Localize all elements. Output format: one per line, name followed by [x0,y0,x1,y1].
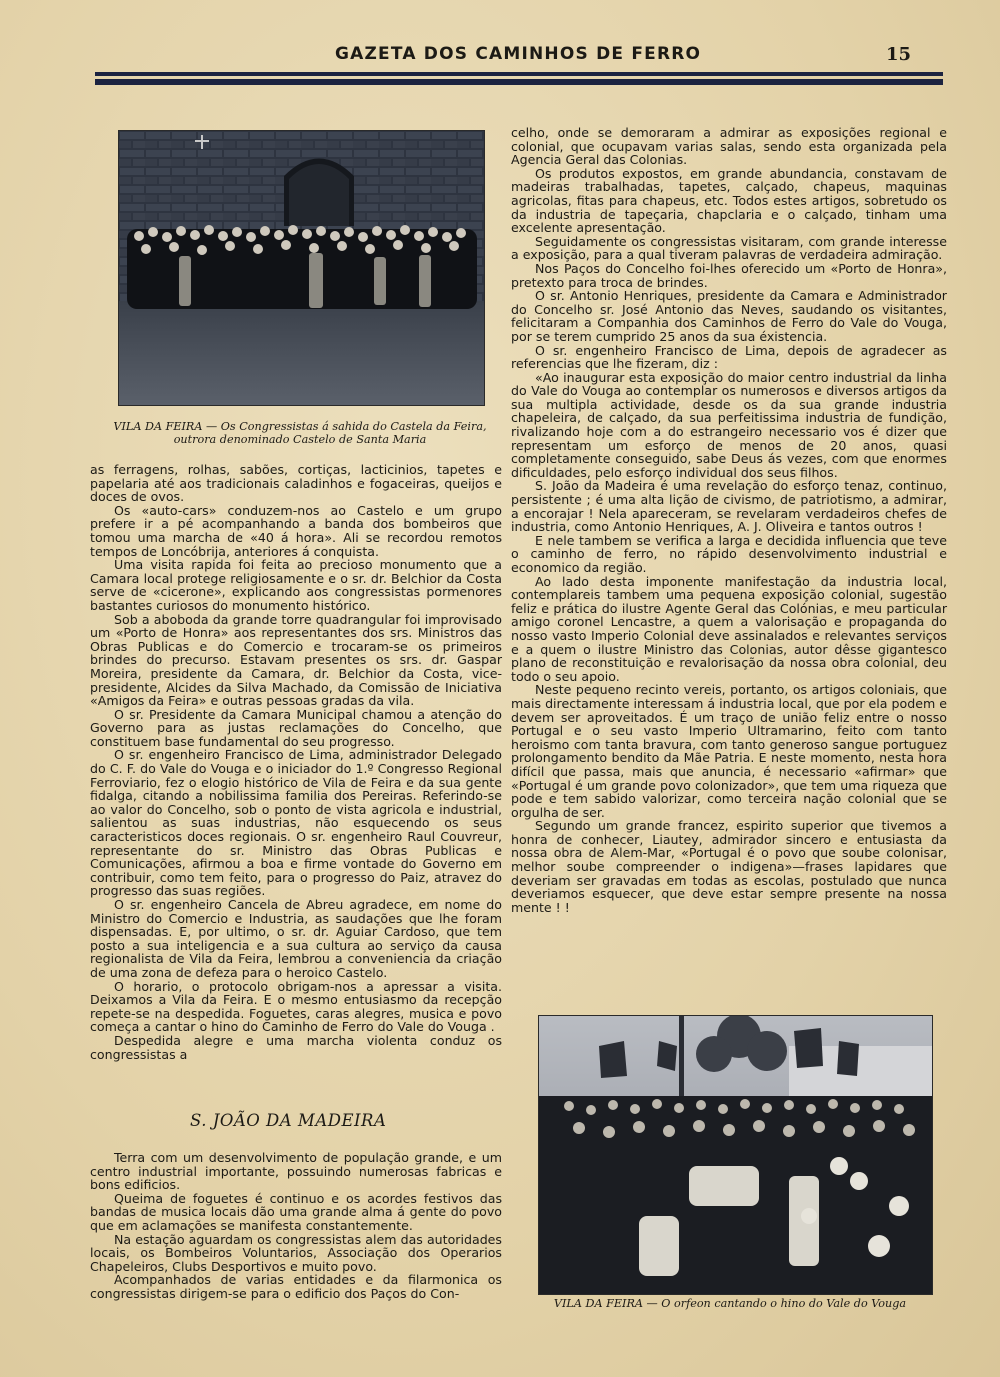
paragraph: Ao lado desta imponente manifestação da industria local, contemplareis tambem uma pequena exposição colonial, sugestão feliz e prática do ilustre Agente Geral das Colónias, e meu particular amigo coronel Lencastre, a quem a valorisação e propaganda do nosso vasto Imperio Colonial deve assinalados e relevantes serviços e a quem o ilustre Ministro das Colonias, autor dêsse gigantesco plano de reconstituição e revalorisação da nossa obra colonial, deu todo o seu apoio. [511,573,947,684]
paragraph: as ferragens, rolhas, sabões, cortiças, lacticinios, tapetes e papelaria até aos tradicionais caladinhos e fogaceiras, queijos e doces de ovos. [90,462,502,505]
paragraph: Queima de foguetes é continuo e os acordes festivos das bandas de musica locais dão uma grande alma á gente do povo que em aclamações se manifesta constantemente. [90,1190,502,1233]
paragraph: Os «auto-cars» conduzem-nos ao Castelo e um grupo prefere ir a pé acompanhando a banda dos bombeiros que tomou uma marcha de «40 á hora». Ali se recordou remotos tempos de Loncóbrija, anteriores á conquista. [90,502,502,559]
header-rule-thin [95,72,943,76]
paragraph: E nele tambem se verifica a larga e decidida influencia que teve o caminho de ferro, no rápido desenvolvimento industrial e economico da região. [511,532,947,575]
paragraph: Seguidamente os congressistas visitaram, com grande interesse a exposição, para a qual tiveram palavras de verdadeira admiração. [511,233,947,263]
paragraph: Uma visita rapida foi feita ao precioso monumento que a Camara local protege religiosamente e o sr. dr. Belchior da Costa serve de «cicerone», explicando aos congressistas pormenores bastantes curiosos do monumento histórico. [90,557,502,613]
paragraph: Neste pequeno recinto vereis, portanto, os artigos coloniais, que mais directamente interessam á industria local, que por ela podem e devem ser aproveitados. É um traço de união feliz entre o nosso Portugal e o seu vasto Imperio Ultramarino, feito com tanto heroismo com tanta bravura, com tanto generoso sangue portuguez prolongamento bendito da Mãe Patria. E neste momento, nesta hora difícil que passa, mais que anuncia, é necessario «afirmar» que «Portugal é um grande povo colonizador», que tem uma riqueza que pode e tem sabido valorizar, como terceira nação colonial que se orgulha de ser. [511,682,947,820]
caption-text-line2: outrora denominado Castelo de Santa Maria [173,432,427,446]
paragraph: Segundo um grande francez, espirito superior que tivemos a honra de conhecer, Liautey, admirador sincero e entusiasta da nossa obra de Alem-Mar, «Portugal é o povo que soube colonisar, melhor soube compreender o indigena»—frases lapidares que deveriam ser gravadas em todas as escolas, postulado que nunca deveriamos esquecer, que deve estar sempre presente na nossa mente ! ! [511,818,947,915]
orfeon-photo [538,1015,933,1295]
paragraph: O sr. engenheiro Cancela de Abreu agradece, em nome do Ministro do Comercio e Industria, as saudações que lhe foram dispensadas. E, por ultimo, o sr. dr. Aguiar Cardoso, que tem posto a sua inteligencia e a sua cultura ao serviço da causa regionalista de Vila da Feira, lembrou a conveniencia da criação de uma zona de defeza para o heroico Castelo. [90,897,502,980]
page-number: 15 [886,44,912,65]
right-column [511,126,947,914]
section-heading: S. JOÃO DA MADEIRA [190,1111,387,1130]
paragraph: Terra com um desenvolvimento de população grande, e um centro industrial importante, possuindo numerosas fabricas e bons edificios. [90,1150,502,1193]
castle-group-photo [118,130,485,406]
caption-place: VILA DA FEIRA [113,420,203,433]
paragraph: O sr. engenheiro Francisco de Lima, depois de agradecer as referencias que lhe fizeram, diz : [511,342,947,372]
paragraph: O sr. engenheiro Francisco de Lima, administrador Delegado do C. F. do Vale do Vouga e o iniciador do 1.º Congresso Regional Ferroviario, fez o elogio histórico de Vila de Feira e da sua gente fidalga, citando a nobilissima familia dos Pereiras. Referindo-se ao valor do Concelho, sob o ponto de vista agricola e industrial, salientou as suas industrias, não esquecendo os seus caracteristicos doces regionais. O sr. engenheiro Raul Couvreur, representante do sr. Ministro das Obras Publicas e Comunicações, afirmou a boa e firme vontade do Governo em contribuir, como tem feito, para o progresso do Paiz, atravez do progresso das suas regiões. [90,747,502,899]
paragraph: Despedida alegre e uma marcha violenta conduz os congressistas a [90,1032,502,1062]
paragraph: «Ao inaugurar esta exposição do maior centro industrial da linha do Vale do Vouga ao contemplar os numerosos e diversos artigos da sua multipla actividade, desde os da sua grande industria chapeleira, de calçado, da sua perfeitissima industria de fundição, rivalizando hoje com a do estrangeiro necessario vos é dizer que representam um esforço de menos de 20 anos, quasi completamente conseguido, sabe Deus ás vezes, com que enormes dificuldades, pelo esforço individual dos seus filhos. [511,369,947,480]
paragraph: celho, onde se demoraram a admirar as exposições regional e colonial, que ocupavam varias salas, sendo esta organizada pela Agencia Geral das Colonias. [511,125,947,168]
caption-text: — Os Congressistas á sahida do Castela da Feira, [202,420,487,433]
caption-place: VILA DA FEIRA [553,1297,643,1310]
paragraph: Na estação aguardam os congressistas alem das autoridades locais, os Bombeiros Voluntarios, Associação dos Operarios Chapeleiros, Clubs Desportivos e muito povo. [90,1231,502,1274]
left-column [90,463,502,1061]
photo-caption-2 [520,1298,940,1311]
paragraph: O sr. Antonio Henriques, presidente da Camara e Administrador do Concelho sr. José Antonio das Neves, saudando os visitantes, felicitaram a Companhia dos Caminhos de Ferro do Vale do Vouga, por se terem cumprido 25 anos da sua éxistencia. [511,288,947,344]
masthead-title: GAZETA DOS CAMINHOS DE FERRO [335,44,702,64]
paragraph: Nos Paços do Concelho foi-lhes oferecido um «Porto de Honra», pretexto para troca de brindes. [511,260,947,290]
paragraph: O horario, o protocolo obrigam-nos a apressar a visita. Deixamos a Vila da Feira. E o mesmo entusiasmo da recepção repete-se na despedida. Foguetes, caras alegres, musica e povo começa a cantar o hino do Caminho de Ferro do Vale do Vouga . [90,978,502,1035]
paragraph: S. João da Madeira é uma revelação do esforço tenaz, continuo, persistente ; é uma alta lição de civismo, de patriotismo, a admirar, a encorajar ! Nela apareceram, se revelaram verdadeiros chefes de industria, como Antonio Henriques, A. J. Oliveira e tantos outros ! [511,478,947,535]
paragraph: O sr. Presidente da Camara Municipal chamou a atenção do Governo para as justas reclamações do Concelho, que constituem base fundamental do seu progresso. [90,706,502,749]
caption-text: — O orfeon cantando o hino do Vale do Vouga [642,1297,907,1310]
left-column-continued [90,1151,502,1301]
photo-caption-1 [95,421,505,446]
paragraph: Os produtos expostos, em grande abundancia, constavam de madeiras trabalhadas, tapetes, calçado, chapeus, maquinas agricolas, fitas para chapeus, etc. Todos estes artigos, sobretudo os da industria de tapeçaria, chapclaria e o calçado, tinham uma excelente apresentação. [511,165,947,236]
paragraph: Sob a aboboda da grande torre quadrangular foi improvisado um «Porto de Honra» aos representantes dos srs. Ministros das Obras Publicas e do Comercio e trocaram-se os primeiros brindes do precurso. Estavam presentes os srs. dr. Gaspar Moreira, presidente da Camara, dr. Belchior da Costa, vice-presidente, Alcides da Silva Machado, da Comissão de Iniciativa «Amigos da Feira» e outras pessoas gradas da vila. [90,611,502,709]
paragraph: Acompanhados de varias entidades e da filarmonica os congressistas dirigem-se para o edificio dos Paços do Con- [90,1272,502,1301]
header-rule-thick [95,79,943,85]
